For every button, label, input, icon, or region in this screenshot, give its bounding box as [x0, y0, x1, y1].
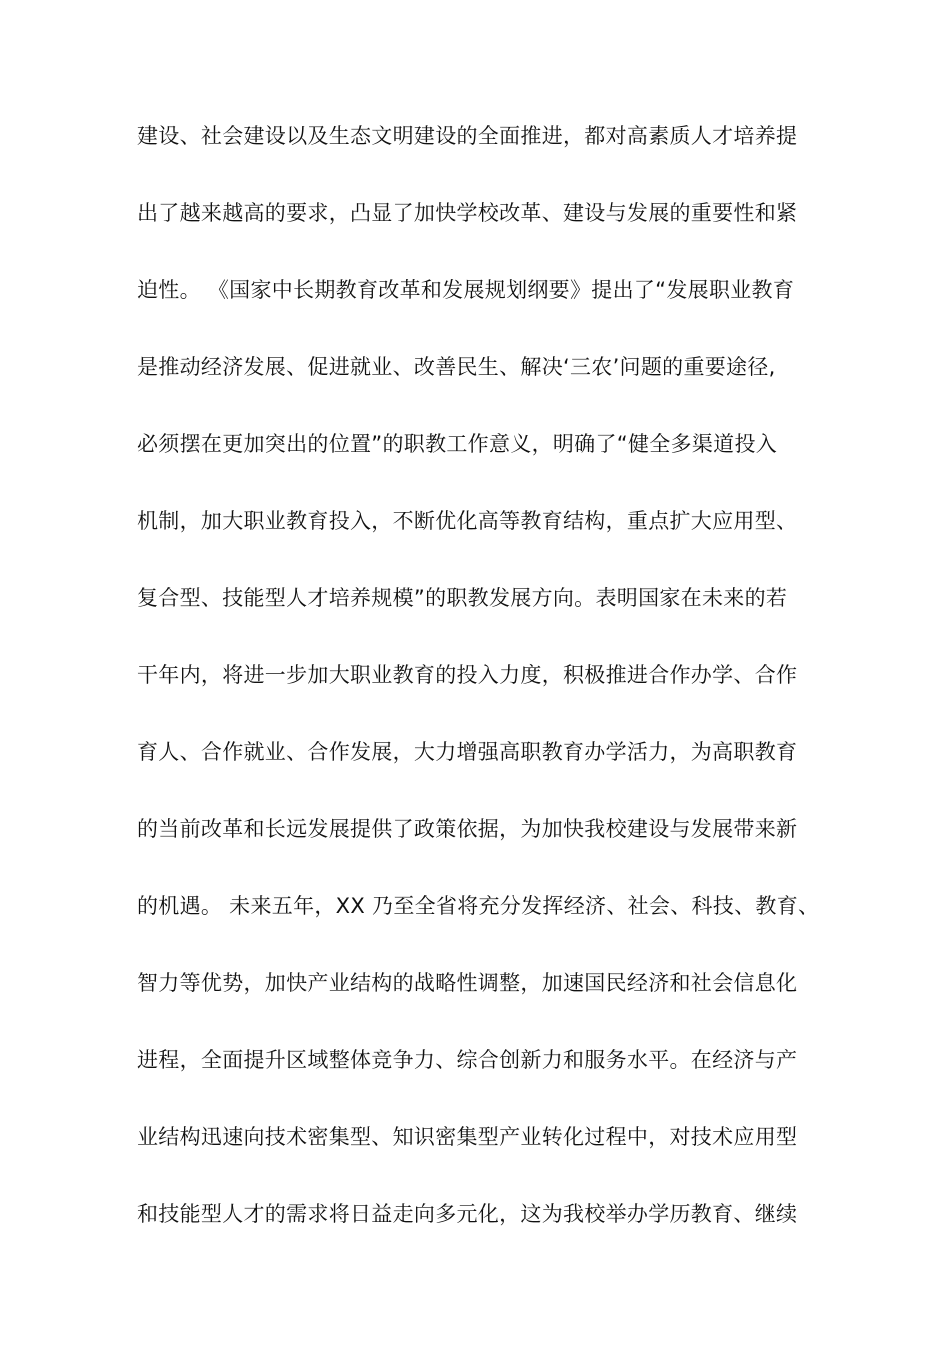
- paragraph-line: 出了越来越高的要求，凸显了加快学校改革、建设与发展的重要性和紧: [137, 201, 798, 225]
- paragraph-line: 业结构迅速向技术密集型、知识密集型产业转化过程中，对技术应用型: [137, 1125, 798, 1149]
- paragraph-line: 是推动经济发展、促进就业、改善民生、解决‘三农’问题的重要途径,: [137, 355, 776, 379]
- paragraph-line: 和技能型人才的需求将日益走向多元化，这为我校举办学历教育、继续: [137, 1202, 798, 1226]
- paragraph-line: 智力等优势，加快产业结构的战略性调整，加速国民经济和社会信息化: [137, 971, 798, 995]
- paragraph-line: 机制，加大职业教育投入，不断优化高等教育结构，重点扩大应用型、: [137, 509, 798, 533]
- paragraph-line: 干年内，将进一步加大职业教育的投入力度，积极推进合作办学、合作: [137, 663, 798, 687]
- paragraph-line: 迫性。 《国家中长期教育改革和发展规划纲要》提出了“发展职业教育: [137, 278, 795, 302]
- paragraph-line: 的当前改革和长远发展提供了政策依据，为加快我校建设与发展带来新: [137, 817, 798, 841]
- paragraph-line: 的机遇。 未来五年，XX 乃至全省将充分发挥经济、社会、科技、教育、: [137, 894, 820, 918]
- paragraph-line: 必须摆在更加突出的位置”的职教工作意义，明确了“健全多渠道投入: [137, 432, 778, 456]
- paragraph-line: 建设、社会建设以及生态文明建设的全面推进，都对高素质人才培养提: [137, 124, 798, 148]
- paragraph-line: 复合型、技能型人才培养规模”的职教发展方向。表明国家在未来的若: [137, 586, 788, 610]
- paragraph-line: 育人、合作就业、合作发展，大力增强高职教育办学活力，为高职教育: [137, 740, 798, 764]
- paragraph-line: 进程，全面提升区域整体竞争力、综合创新力和服务水平。在经济与产: [137, 1048, 798, 1072]
